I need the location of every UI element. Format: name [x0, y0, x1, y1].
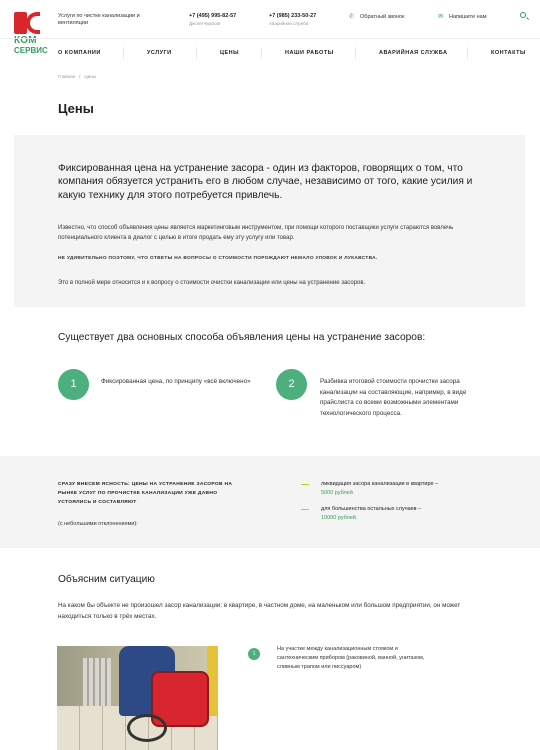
price-facts-note: (с небольшими отклонениями): [58, 521, 138, 527]
write-us-label[interactable]: Напишите нам [449, 13, 487, 20]
list-dash [301, 509, 309, 510]
breadcrumb [58, 74, 96, 79]
plumber-photo [57, 646, 218, 750]
nav-divider [123, 47, 124, 59]
nav-item-emergency[interactable]: АВАРИЙНАЯ СЛУЖБА [379, 50, 448, 56]
nav-item-services[interactable]: УСЛУГИ [147, 50, 172, 56]
phone-dispatch-number[interactable]: +7 (495) 995-82-57 [189, 13, 237, 19]
situation-text: На каком бы объекте не произошел засор канализации: в квартире, в частном доме, на маленьком или большом предприятии, он может находиться только в трёх местах. [58, 602, 461, 620]
nav-item-prices[interactable]: ЦЕНЫ [220, 50, 240, 56]
logo-text-bottom: СЕРВИС [14, 46, 48, 55]
price-fact-label: ликвидация засора канализации в квартире – [321, 481, 439, 487]
nav-item-contacts[interactable]: КОНТАКТЫ [491, 50, 526, 56]
situation-step-number: 1 [248, 648, 260, 660]
situation-heading: Объясним ситуацию [58, 574, 155, 585]
way-number-2: 2 [276, 369, 307, 400]
price-fact-item [321, 480, 481, 498]
nav-item-about[interactable]: О КОМПАНИИ [58, 50, 101, 56]
phone-dispatch[interactable] [189, 13, 236, 26]
nav-divider [196, 47, 197, 59]
logo-text-top: КОМ [14, 35, 37, 46]
tagline: Услуги по чистке канализации и вентиляции [58, 13, 140, 26]
site-header [0, 0, 540, 70]
situation-step-text: На участке между канализационным стояком и сантехническим прибором (раковиной, ванной, унитазом, сливным трапом или писсуаром) [277, 646, 425, 670]
breadcrumb-home[interactable]: Главная [58, 74, 76, 79]
phone-emergency-label: Аварийная служба [269, 21, 309, 26]
breadcrumb-separator: / [79, 74, 81, 79]
main-nav [0, 35, 540, 64]
page-title: Цены [58, 101, 94, 116]
price-fact-label: для большинства остальных случаев – [321, 506, 422, 512]
price-fact-value: 10000 рублей. [321, 515, 358, 521]
phone-dispatch-label: Диспетчерская [189, 21, 221, 26]
list-dash [301, 484, 309, 485]
way-text-2: Разбивка итоговой стоимости прочистки засора канализации на составляющие, например, в виде прайслиста со всеми возможными элементами технологического процесса. [320, 378, 467, 417]
breadcrumb-current: Цены [84, 74, 96, 79]
ways-heading: Существует два основных способа объявления цены на устранение засоров: [58, 332, 426, 343]
callback-label[interactable]: Обратный звонок [360, 13, 405, 20]
nav-divider [261, 47, 262, 59]
phone-emergency-number[interactable]: +7 (985) 233-50-27 [269, 13, 317, 19]
callback-link[interactable] [349, 13, 405, 20]
phone-icon: ✆ [349, 14, 355, 20]
nav-item-works[interactable]: НАШИ РАБОТЫ [285, 50, 334, 56]
intro-lead: Фиксированная цена на устранение засора - один из факторов, говорящих о том, что компания обязуется устранить его в любом случае, независимо от того, какие усилия и какую технику для этого потребуется привлечь. [58, 163, 473, 201]
search-icon[interactable] [520, 12, 526, 18]
intro-highlight: НЕ УДИВИТЕЛЬНО ПОЭТОМУ, ЧТО ОТВЕТЫ НА ВОПРОСЫ О СТОИМОСТИ ПОРОЖДАЮТ НЕМАЛО УЛОВОК И ЛУКАВСТВА. [58, 256, 378, 261]
logo-mark-icon [14, 12, 40, 34]
nav-divider [355, 47, 356, 59]
mail-icon: ✉ [438, 14, 444, 20]
price-facts-title: СРАЗУ ВНЕСЕМ ЯСНОСТЬ: ЦЕНЫ НА УСТРАНЕНИЕ ЗАСОРОВ НА РЫНКЕ УСЛУГ ПО ПРОЧИСТКЕ КАНАЛИЗАЦИИ УЖЕ ДАВНО УСТОЯЛИСЬ И СОСТАВЛЯЮТ [58, 482, 233, 506]
price-fact-value: 5000 рублей [321, 490, 353, 496]
nav-divider [467, 47, 468, 59]
way-text-1: Фиксированная цена, по принципу «всё включено» [101, 378, 251, 385]
way-number-1: 1 [58, 369, 89, 400]
price-fact-item [321, 505, 481, 523]
intro-paragraph-2: Это в полной мере относится и к вопросу о стоимости очистки канализации или цены на устранение засоров. [58, 280, 366, 286]
intro-paragraph: Известно, что способ объявления цены является маркетинговым инструментом, при помощи которого поставщики услуги стараются вовлечь потенциального клиента в диалог с целью в итоге продать ему эту услугу или товар. [58, 225, 454, 241]
phone-emergency[interactable] [269, 13, 316, 26]
write-us-link[interactable] [438, 13, 487, 20]
